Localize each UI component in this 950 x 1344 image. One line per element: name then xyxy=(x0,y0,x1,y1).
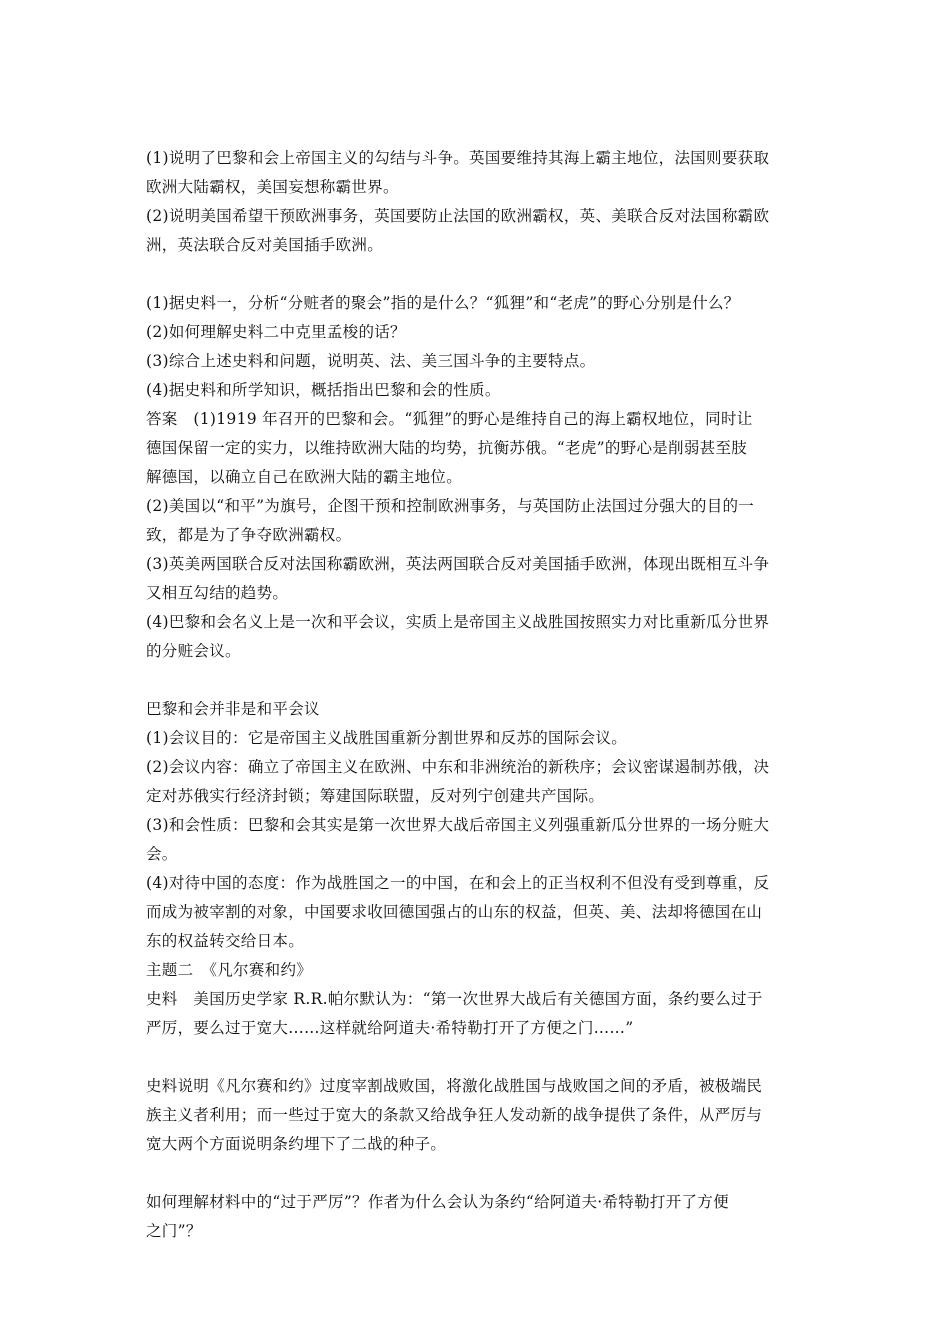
paragraph-gap xyxy=(146,1043,816,1072)
text-line: (1)会议目的：它是帝国主义战胜国重新分割世界和反苏的国际会议。 xyxy=(146,729,628,747)
answer-line: (2)美国以“和平”为旗号，企图干预和控制欧洲事务，与英国防止法国过分强大的目的一 xyxy=(146,497,755,515)
text-line: 洲，英法联合反对美国插手欧洲。 xyxy=(146,236,384,254)
question-line: (4)据史料和所学知识，概括指出巴黎和会的性质。 xyxy=(146,381,501,399)
text-line: 史料说明《凡尔赛和约》过度宰割战败国，将激化战胜国与战败国之间的矛盾，被极端民 xyxy=(146,1077,763,1095)
paragraph-gap xyxy=(146,1159,816,1188)
text-line: (4)对待中国的态度：作为战胜国之一的中国，在和会上的正当权利不但没有受到尊重，反 xyxy=(146,874,770,892)
topic-heading: 主题二 《凡尔赛和约》 xyxy=(146,961,313,979)
question-line: 之门”？ xyxy=(146,1222,202,1240)
answer-line: (4)巴黎和会名义上是一次和平会议，实质上是帝国主义战胜国按照实力对比重新瓜分世界 xyxy=(146,613,770,631)
question-line: (2)如何理解史料二中克里孟梭的话？ xyxy=(146,323,406,341)
answer-line: (3)英美两国联合反对法国称霸欧洲，英法两国联合反对美国插手欧洲，体现出既相互斗争 xyxy=(146,555,770,573)
source-explanation-block xyxy=(146,1072,816,1159)
text-line: (3)和会性质：巴黎和会其实是第一次世界大战后帝国主义列强重新瓜分世界的一场分赃大 xyxy=(146,816,770,834)
answer-line: 的分赃会议。 xyxy=(146,642,241,660)
text-line: (2)会议内容：确立了帝国主义在欧洲、中东和非洲统治的新秩序；会议密谋遏制苏俄，决 xyxy=(146,758,770,776)
question-line: (3)综合上述史料和问题，说明英、法、美三国斗争的主要特点。 xyxy=(146,352,596,370)
text-line: 东的权益转交给日本。 xyxy=(146,932,305,950)
paris-conference-summary-block xyxy=(146,695,816,1043)
answer-line: 又相互勾结的趋势。 xyxy=(146,584,289,602)
paragraph-gap xyxy=(146,260,816,289)
source-quote-line: 严厉，要么过于宽大……这样就给阿道夫·希特勒打开了方便之门……” xyxy=(146,1019,634,1037)
answer-line: 答案 (1)1919 年召开的巴黎和会。“狐狸”的野心是维持自己的海上霸权地位，同时让 xyxy=(146,410,753,428)
answer-line: 解德国，以确立自己在欧洲大陆的霸主地位。 xyxy=(146,468,463,486)
question-block xyxy=(146,1188,816,1246)
text-line: 族主义者利用；而一些过于宽大的条款又给战争狂人发动新的战争提供了条件，从严厉与 xyxy=(146,1106,763,1124)
section-heading: 巴黎和会并非是和平会议 xyxy=(146,700,320,718)
answer-explanation-block xyxy=(146,144,816,260)
paragraph-gap xyxy=(146,666,816,695)
text-line: 宽大两个方面说明条约埋下了二战的种子。 xyxy=(146,1135,447,1153)
source-quote-line: 史料 美国历史学家 R.R.帕尔默认为：“第一次世界大战后有关德国方面，条约要么过于 xyxy=(146,990,763,1008)
question-line: (1)据史料一，分析“分赃者的聚会”指的是什么？“狐狸”和“老虎”的野心分别是什么？ xyxy=(146,294,740,312)
question-line: 如何理解材料中的“过于严厉”？作者为什么会认为条约“给阿道夫·希特勒打开了方便 xyxy=(146,1193,729,1211)
text-line: (2)说明美国希望干预欧洲事务，英国要防止法国的欧洲霸权，英、美联合反对法国称霸欧 xyxy=(146,207,770,225)
questions-and-answers-block xyxy=(146,289,816,666)
answer-line: 德国保留一定的实力，以维持欧洲大陆的均势，抗衡苏俄。“老虎”的野心是削弱甚至肢 xyxy=(146,439,748,457)
text-line: 而成为被宰割的对象，中国要求收回德国强占的山东的权益，但英、美、法却将德国在山 xyxy=(146,903,763,921)
text-line: 定对苏俄实行经济封锁；筹建国际联盟，反对列宁创建共产国际。 xyxy=(146,787,605,805)
document-body xyxy=(146,144,816,1246)
text-line: 会。 xyxy=(146,845,178,863)
text-line: (1)说明了巴黎和会上帝国主义的勾结与斗争。英国要维持其海上霸主地位，法国则要获取 xyxy=(146,149,770,167)
text-line: 欧洲大陆霸权，美国妄想称霸世界。 xyxy=(146,178,399,196)
answer-line: 致，都是为了争夺欧洲霸权。 xyxy=(146,526,352,544)
